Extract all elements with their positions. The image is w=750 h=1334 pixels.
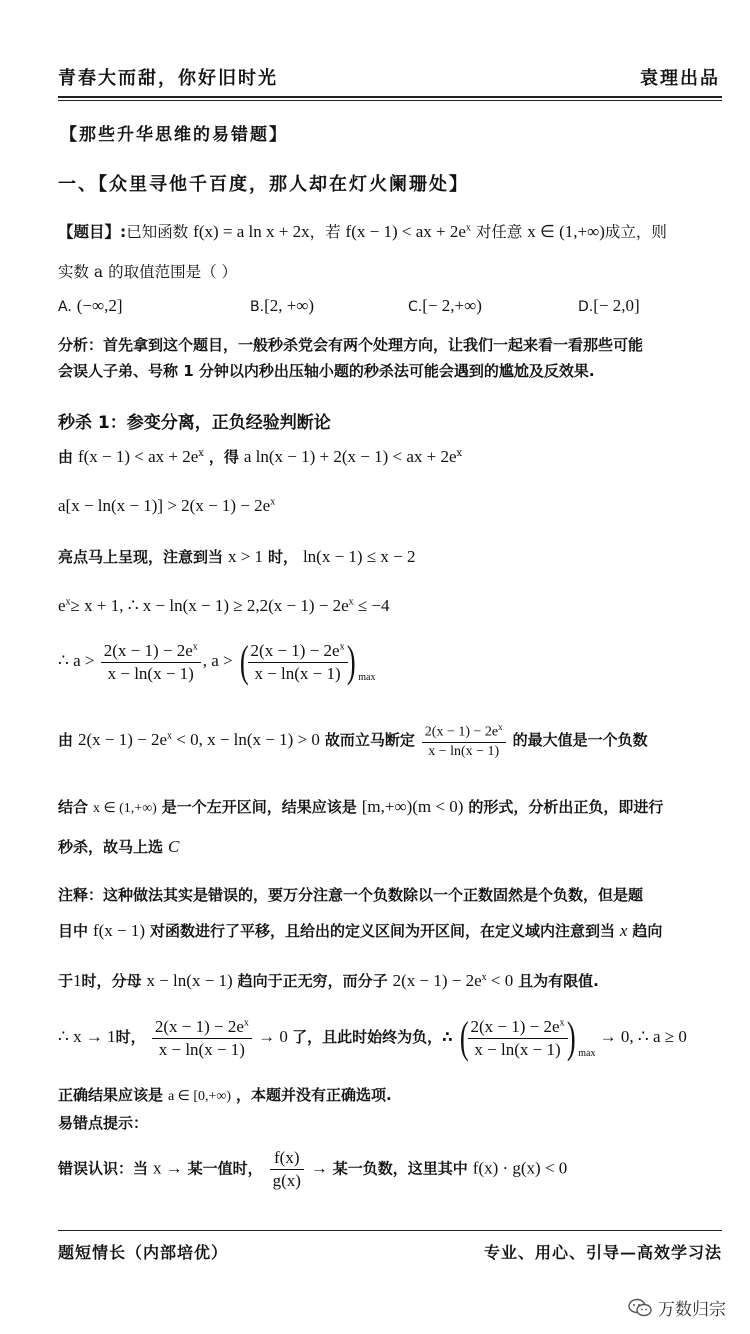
problem-inequality: f(x − 1) < ax + $2e^x$ [345,222,471,241]
choice-a: A. (−∞,2] [58,296,123,315]
problem-function: f(x) = a ln x + 2x [193,222,310,241]
step-5: ∴ a > $\frac{2(x - 1) - 2e^x}{x - \ln(x - 1)}$ , a > ( $\frac{2(x - 1) - 2e^x}{x - \ln(x - 1)}$ ) $_{max}$ [58,637,376,686]
note-line-3: 于1时，分母 x − ln(x − 1) 趋向于正无穷，而分子 $2(x - 1) - 2e^x < 0$ 且为有限值. [58,971,599,990]
step-5-fraction: $\frac{2(x - 1) - 2e^x}{x - \ln(x - 1)}$ [101,641,201,684]
problem-text-2: ，若 [309,223,341,241]
wechat-icon [628,1298,652,1318]
header-rule-thin [58,100,722,101]
choice-d: D.[− 2,0] [578,296,640,315]
footer-rule [58,1230,722,1231]
choice-c: C.[− 2,+∞) [408,296,482,315]
choice-b: B.[2, +∞) [250,296,315,315]
problem-label: 【题目】: [58,223,127,241]
problem-line-1 [58,220,722,242]
watermark [628,1295,726,1320]
step-4: $e^x\ge x + 1$, ∴ $x - \ln(x - 1) \ge 2,2(x - 1) - 2e^x \le -4$ [58,596,390,615]
tips-title: 易错点提示： [58,1114,149,1132]
step-2: $a[x - \ln(x - 1)] > 2(x - 1) - 2e^x$ [58,496,276,515]
step-7: 结合 x ∈ (1,+∞) 是一个左开区间，结果应该是 [m,+∞)(m < 0) 的形式，分析出正负，即进行 [58,797,664,816]
analysis-line-1: 分析：首先拿到这个题目，一般秒杀党会有两个处理方向，让我们一起来看一看那些可能 [58,336,644,354]
problem-text-1: 已知函数 [126,223,189,241]
header-rule [58,96,722,98]
footer-right: 专业、用心、引导—高效学习法 [483,1243,722,1262]
header-left: 青春大而甜，你好旧时光 [58,68,278,89]
note-line-2: 目中 f(x − 1) 对函数进行了平移，且给出的定义区间为开区间，在定义域内注意到当 x 趋向 [58,921,663,940]
problem-line-2: 实数 a 的取值范围是（ ） [58,263,238,281]
step-3: 亮点马上呈现，注意到当 x > 1 时， ln(x − 1) ≤ x − 2 [58,547,416,566]
max-label: max [358,671,376,683]
part-title: 一、【众里寻他千百度，那人却在灯火阑珊处】 [58,174,469,195]
problem-text-4: 成立，则 [604,223,667,241]
section-title: 【那些升华思维的易错题】 [60,125,288,145]
note-line-1: 注释：这种做法其实是错误的，要万分注意一个负数除以一个正数固然是个负数，但是题 [58,886,644,904]
header-right: 袁理出品 [640,68,720,89]
problem-text-3: 对任意 [475,223,523,241]
limit-line: ∴ x → 1时， $\frac{2(x - 1) - 2e^x}{x - \ln(x - 1)}$ → 0 了，且此时始终为负，∴ ( $\frac{2(x - 1) - 2e^x}{x - \ln(x - 1)}$ ) $_{max}$ → 0, ∴ a ≥ 0 [58,1013,687,1062]
footer-left: 题短情长（内部培优） [58,1243,229,1262]
conclusion: 正确结果应该是 a ∈ [0,+∞) ，本题并没有正确选项. [58,1086,392,1104]
problem-domain: x ∈ (1,+∞) [527,222,605,241]
analysis-line-2: 会误人子弟、号称 1 分钟以内秒出压轴小题的秒杀法可能会遇到的尴尬及反效果. [58,362,595,380]
step-1: 由 f(x − 1) < ax + $2e^x$ ，得 a ln(x − 1) + 2(x − 1) < ax + $2e^x$ [58,447,463,466]
step-6: 由 $2(x - 1) - 2e^x < 0$, x − ln(x − 1) > 0 故而立马断定 $\frac{2(x - 1) - 2e^x}{x - \ln(x - 1)}$ 的最大值是一个负数 [58,722,648,759]
step-8: 秒杀，故马上选 C [58,837,180,856]
watermark-text: 万数归宗 [658,1300,726,1320]
method-title: 秒杀 1：参变分离，正负经验判断论 [58,413,331,433]
error-line: 错误认识：当 x → 某一值时， $\frac{f(x)}{g(x)}$ → 某一负数，这里其中 f(x) · g(x) < 0 [58,1148,568,1190]
